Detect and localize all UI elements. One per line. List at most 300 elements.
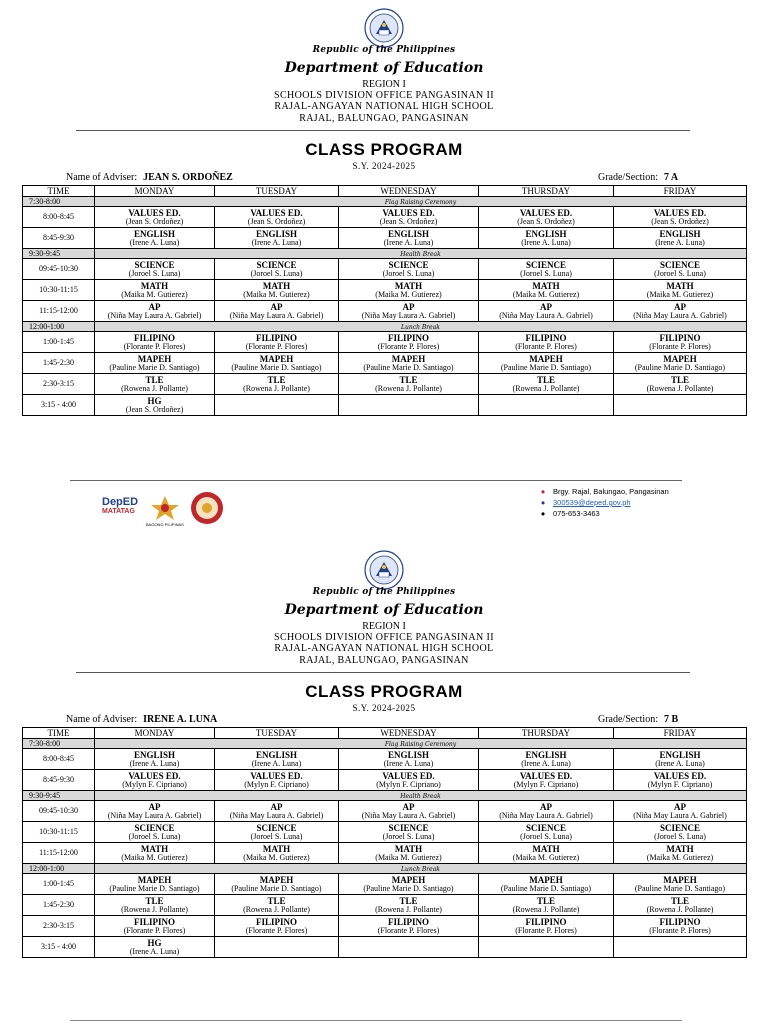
- schedule-cell: [215, 749, 339, 770]
- schedule-cell: [339, 207, 479, 228]
- school-address: RAJAL, BALUNGAO, PANGASINAN: [299, 655, 469, 666]
- location-pin-icon: ●: [540, 487, 546, 496]
- grade-label: Grade/Section:: [598, 172, 658, 183]
- subject-name: VALUES ED.: [519, 207, 573, 218]
- subject-name: MAPEH: [391, 874, 426, 885]
- subject-name: AP: [540, 301, 552, 312]
- schedule-cell: [614, 228, 747, 249]
- teacher-name: (Irene A. Luna): [129, 758, 180, 768]
- break-label: Lunch Break: [401, 323, 440, 331]
- adviser-label: Name of Adviser:: [66, 714, 138, 725]
- schedule-cell: [95, 843, 215, 864]
- region-label: REGION I: [362, 79, 406, 90]
- subject-name: TLE: [670, 895, 689, 906]
- schedule-cell: [215, 822, 339, 843]
- subject-name: TLE: [670, 374, 689, 385]
- schedule-cell: [339, 395, 479, 416]
- subject-name: TLE: [536, 374, 555, 385]
- break-row: [23, 864, 747, 874]
- schedule-cell: [614, 895, 747, 916]
- schedule-cell: [215, 395, 339, 416]
- school-seal-icon: [190, 491, 224, 525]
- subject-name: FILIPINO: [255, 916, 297, 927]
- teacher-name: (Joroel S. Luna): [382, 831, 435, 841]
- subject-name: SCIENCE: [134, 259, 175, 270]
- schedule-cell: [614, 801, 747, 822]
- subject-name: TLE: [399, 374, 418, 385]
- time-cell: 09:45-10:30: [23, 801, 95, 822]
- bagong-pilipinas-text: BAGONG PILIPINAS: [146, 522, 184, 527]
- schedule-table: [22, 727, 747, 958]
- teacher-name: (Pauline Marie D. Santiago): [634, 362, 726, 372]
- subject-name: MAPEH: [259, 874, 294, 885]
- deped-logo-text: DepED: [102, 496, 139, 508]
- table-row: [23, 770, 747, 791]
- schedule-cell: [215, 937, 339, 958]
- teacher-name: (Joroel S. Luna): [128, 268, 181, 278]
- teacher-name: (Joroel S. Luna): [250, 268, 303, 278]
- column-header-monday: MONDAY: [95, 728, 215, 739]
- teacher-name: (Niña May Laura A. Gabriel): [107, 810, 202, 820]
- column-header-wednesday: WEDNESDAY: [339, 186, 479, 197]
- grade-section: 7 A: [663, 172, 679, 183]
- schedule-cell: [479, 280, 614, 301]
- page-title: CLASS PROGRAM: [305, 682, 463, 701]
- subject-name: FILIPINO: [133, 332, 175, 343]
- table-row: [23, 801, 747, 822]
- subject-name: MAPEH: [259, 353, 294, 364]
- teacher-name: (Niña May Laura A. Gabriel): [107, 310, 202, 320]
- teacher-name: (Rowena J. Pollante): [243, 383, 310, 393]
- subject-name: ENGLISH: [255, 749, 297, 760]
- teacher-name: (Rowena J. Pollante): [646, 904, 714, 914]
- subject-name: HG: [147, 937, 162, 948]
- deped-seal-icon: [364, 550, 404, 590]
- subject-name: TLE: [267, 374, 286, 385]
- schedule-cell: [215, 353, 339, 374]
- deped-matatag-logo: [102, 496, 144, 515]
- subject-name: MATH: [666, 280, 694, 291]
- schedule-cell: [614, 353, 747, 374]
- schedule-cell: [339, 770, 479, 791]
- teacher-name: (Mylyn F. Cipriano): [244, 779, 309, 789]
- schedule-cell: [215, 207, 339, 228]
- adviser-info: [66, 714, 217, 725]
- contact-info: [538, 486, 669, 519]
- table-row: [23, 937, 747, 958]
- teacher-name: (Mylyn F. Cipriano): [376, 779, 441, 789]
- time-cell: 3:15 - 4:00: [23, 937, 95, 958]
- table-row: [23, 874, 747, 895]
- time-cell: 1:45-2:30: [23, 353, 95, 374]
- schedule-cell: [614, 280, 747, 301]
- table-row: [23, 228, 747, 249]
- schedule-cell: [339, 874, 479, 895]
- teacher-name: (Rowena J. Pollante): [512, 383, 580, 393]
- school-name: RAJAL-ANGAYAN NATIONAL HIGH SCHOOL: [274, 643, 494, 654]
- subject-name: AP: [402, 301, 415, 312]
- schedule-cell: [339, 822, 479, 843]
- time-cell: 10:30-11:15: [23, 280, 95, 301]
- teacher-name: (Rowena J. Pollante): [512, 904, 580, 914]
- adviser-info: [66, 172, 233, 183]
- department-label: Department of Education: [284, 602, 484, 618]
- schedule-cell: [95, 937, 215, 958]
- subject-name: FILIPINO: [525, 916, 567, 927]
- schedule-cell: [339, 353, 479, 374]
- schedule-cell: [215, 228, 339, 249]
- teacher-name: (Irene A. Luna): [129, 237, 180, 247]
- teacher-name: (Joroel S. Luna): [654, 831, 706, 841]
- teacher-name: (Florante P. Flores): [649, 341, 711, 351]
- time-cell: 11:15-12:00: [23, 843, 95, 864]
- subject-name: HG: [147, 395, 162, 406]
- table-row: [23, 895, 747, 916]
- adviser-name: JEAN S. ORDOÑEZ: [143, 172, 233, 183]
- schedule-cell: [95, 259, 215, 280]
- subject-name: MAPEH: [137, 874, 172, 885]
- time-cell: 1:45-2:30: [23, 895, 95, 916]
- teacher-name: (Maika M. Gutierez): [375, 289, 442, 299]
- time-cell: 1:00-1:45: [23, 332, 95, 353]
- schedule-cell: [479, 916, 614, 937]
- schedule-cell: [95, 874, 215, 895]
- subject-name: FILIPINO: [525, 332, 567, 343]
- email-icon: ●: [540, 498, 546, 507]
- table-row: [23, 353, 747, 374]
- schedule-cell: [215, 801, 339, 822]
- teacher-name: (Maika M. Gutierez): [121, 852, 188, 862]
- break-label: Health Break: [400, 250, 441, 258]
- subject-name: SCIENCE: [134, 822, 175, 833]
- schedule-header-row: [23, 186, 747, 197]
- grade-section: 7 B: [663, 714, 679, 725]
- break-label: Lunch Break: [401, 865, 440, 873]
- subject-name: VALUES ED.: [128, 770, 181, 781]
- teacher-name: (Florante P. Flores): [515, 925, 577, 935]
- teacher-name: (Niña May Laura A. Gabriel): [499, 310, 593, 320]
- schedule-cell: [614, 259, 747, 280]
- schedule-cell: [614, 749, 747, 770]
- teacher-name: (Mylyn F. Cipriano): [122, 779, 187, 789]
- subject-name: VALUES ED.: [250, 207, 303, 218]
- teacher-name: (Irene A. Luna): [383, 758, 434, 768]
- subject-name: FILIPINO: [659, 332, 701, 343]
- schedule-cell: [339, 937, 479, 958]
- teacher-name: (Rowena J. Pollante): [375, 904, 442, 914]
- schedule-cell: [95, 374, 215, 395]
- schedule-cell: [614, 332, 747, 353]
- schedule-cell: [339, 895, 479, 916]
- schedule-cell: [614, 916, 747, 937]
- schedule-cell: [215, 280, 339, 301]
- subject-name: FILIPINO: [255, 332, 297, 343]
- subject-name: VALUES ED.: [382, 207, 435, 218]
- location-text: Brgy. Rajal, Balungao, Pangasinan: [553, 487, 669, 496]
- teacher-name: (Florante P. Flores): [123, 341, 186, 351]
- subject-name: TLE: [267, 895, 286, 906]
- subject-name: ENGLISH: [387, 228, 429, 239]
- column-header-time: TIME: [23, 186, 95, 197]
- schedule-cell: [95, 353, 215, 374]
- subject-name: SCIENCE: [256, 822, 297, 833]
- subject-name: SCIENCE: [388, 259, 429, 270]
- schedule-header-row: [23, 728, 747, 739]
- teacher-name: (Mylyn F. Cipriano): [513, 779, 579, 789]
- teacher-name: (Jean S. Ordoñez): [379, 216, 438, 226]
- subject-name: MAPEH: [137, 353, 172, 364]
- teacher-name: (Maika M. Gutierez): [512, 289, 580, 299]
- subject-name: SCIENCE: [525, 259, 566, 270]
- subject-name: ENGLISH: [659, 749, 701, 760]
- grade-section-info: [598, 714, 678, 725]
- subject-name: SCIENCE: [659, 259, 700, 270]
- time-cell: 12:00-1:00: [23, 322, 95, 332]
- table-row: [23, 822, 747, 843]
- subject-name: MATH: [394, 280, 423, 291]
- break-cell: [95, 739, 747, 749]
- school-year: S.Y. 2024-2025: [352, 703, 416, 713]
- subject-name: ENGLISH: [387, 749, 429, 760]
- subject-name: AP: [270, 801, 283, 812]
- grade-section-info: [598, 172, 678, 183]
- schedule-cell: [215, 895, 339, 916]
- subject-name: ENGLISH: [133, 228, 175, 239]
- table-row: [23, 301, 747, 322]
- schedule-cell: [479, 332, 614, 353]
- break-cell: [95, 864, 747, 874]
- schedule-cell: [479, 259, 614, 280]
- teacher-name: (Maika M. Gutierez): [243, 852, 310, 862]
- teacher-name: (Niña May Laura A. Gabriel): [229, 810, 324, 820]
- teacher-name: (Irene A. Luna): [521, 758, 571, 768]
- schedule-cell: [479, 301, 614, 322]
- subject-name: FILIPINO: [387, 916, 429, 927]
- time-cell: 3:15 - 4:00: [23, 395, 95, 416]
- subject-name: AP: [674, 801, 686, 812]
- teacher-name: (Pauline Marie D. Santiago): [231, 883, 322, 893]
- adviser-name: IRENE A. LUNA: [143, 714, 218, 725]
- schedule-cell: [339, 916, 479, 937]
- break-row: [23, 322, 747, 332]
- teacher-name: (Joroel S. Luna): [520, 268, 572, 278]
- teacher-name: (Rowena J. Pollante): [121, 383, 188, 393]
- schedule-cell: [95, 801, 215, 822]
- schedule-cell: [339, 301, 479, 322]
- schedule-cell: [479, 353, 614, 374]
- school-address: RAJAL, BALUNGAO, PANGASINAN: [299, 113, 469, 124]
- location-row: [538, 486, 669, 497]
- subject-name: MATH: [262, 843, 291, 854]
- break-row: [23, 739, 747, 749]
- schedule-cell: [479, 749, 614, 770]
- time-cell: 11:15-12:00: [23, 301, 95, 322]
- teacher-name: (Florante P. Flores): [377, 341, 440, 351]
- schedule-cell: [479, 801, 614, 822]
- subject-name: AP: [270, 301, 283, 312]
- teacher-name: (Irene A. Luna): [251, 758, 302, 768]
- table-row: [23, 395, 747, 416]
- schedule-cell: [215, 374, 339, 395]
- time-cell: 2:30-3:15: [23, 374, 95, 395]
- teacher-name: (Maika M. Gutierez): [375, 852, 442, 862]
- column-header-thursday: THURSDAY: [479, 728, 614, 739]
- subject-name: FILIPINO: [387, 332, 429, 343]
- teacher-name: (Irene A. Luna): [251, 237, 302, 247]
- teacher-name: (Joroel S. Luna): [128, 831, 181, 841]
- schedule-cell: [95, 301, 215, 322]
- schedule-cell: [479, 374, 614, 395]
- teacher-name: (Maika M. Gutierez): [512, 852, 580, 862]
- schedule-cell: [339, 374, 479, 395]
- column-header-friday: FRIDAY: [614, 186, 747, 197]
- teacher-name: (Florante P. Flores): [245, 925, 308, 935]
- republic-label: Republic of the Philippines: [312, 587, 456, 597]
- schedule-cell: [95, 749, 215, 770]
- table-row: [23, 843, 747, 864]
- time-cell: 8:00-8:45: [23, 207, 95, 228]
- schedule-cell: [479, 843, 614, 864]
- schedule-cell: [339, 228, 479, 249]
- deped-seal-icon: [364, 8, 404, 48]
- division-label: SCHOOLS DIVISION OFFICE PANGASINAN II: [273, 632, 494, 643]
- schedule-cell: [479, 895, 614, 916]
- schedule-cell: [479, 874, 614, 895]
- schedule-cell: [339, 280, 479, 301]
- schedule-cell: [479, 822, 614, 843]
- subject-name: SCIENCE: [256, 259, 297, 270]
- page-7a: [0, 0, 768, 440]
- subject-name: TLE: [536, 895, 555, 906]
- schedule-cell: [479, 207, 614, 228]
- time-cell: 7:30-8:00: [23, 739, 95, 749]
- column-header-wednesday: WEDNESDAY: [339, 728, 479, 739]
- teacher-name: (Jean S. Ordoñez): [517, 216, 575, 226]
- column-header-friday: FRIDAY: [614, 728, 747, 739]
- phone-icon: ●: [540, 509, 546, 518]
- schedule-cell: [339, 259, 479, 280]
- subject-name: TLE: [145, 374, 164, 385]
- schedule-table: [22, 185, 747, 416]
- subject-name: TLE: [399, 895, 418, 906]
- break-row: [23, 791, 747, 801]
- school-name: RAJAL-ANGAYAN NATIONAL HIGH SCHOOL: [274, 101, 494, 112]
- schedule-cell: [339, 332, 479, 353]
- teacher-name: (Pauline Marie D. Santiago): [231, 362, 322, 372]
- schedule-cell: [215, 301, 339, 322]
- schedule-cell: [479, 770, 614, 791]
- schedule-cell: [479, 937, 614, 958]
- subject-name: FILIPINO: [659, 916, 701, 927]
- teacher-name: (Florante P. Flores): [649, 925, 711, 935]
- teacher-name: (Jean S. Ordoñez): [247, 216, 306, 226]
- column-header-time: TIME: [23, 728, 95, 739]
- column-header-tuesday: TUESDAY: [215, 186, 339, 197]
- subject-name: VALUES ED.: [250, 770, 303, 781]
- schedule-cell: [215, 916, 339, 937]
- subject-name: AP: [540, 801, 552, 812]
- schedule-cell: [614, 770, 747, 791]
- subject-name: VALUES ED.: [128, 207, 181, 218]
- subject-name: FILIPINO: [133, 916, 175, 927]
- schedule-cell: [614, 874, 747, 895]
- schedule-cell: [95, 207, 215, 228]
- republic-label: Republic of the Philippines: [312, 45, 456, 55]
- teacher-name: (Niña May Laura A. Gabriel): [229, 310, 324, 320]
- subject-name: AP: [148, 801, 161, 812]
- schedule-cell: [215, 770, 339, 791]
- teacher-name: (Florante P. Flores): [245, 341, 308, 351]
- teacher-name: (Niña May Laura A. Gabriel): [633, 810, 727, 820]
- schedule-cell: [339, 843, 479, 864]
- subject-name: ENGLISH: [659, 228, 701, 239]
- subject-name: MATH: [532, 280, 560, 291]
- break-cell: [95, 791, 747, 801]
- subject-name: SCIENCE: [659, 822, 700, 833]
- time-cell: 10:30-11:15: [23, 822, 95, 843]
- subject-name: VALUES ED.: [653, 770, 707, 781]
- teacher-name: (Pauline Marie D. Santiago): [363, 883, 454, 893]
- subject-name: MAPEH: [663, 353, 697, 364]
- teacher-name: (Irene A. Luna): [129, 946, 180, 956]
- schedule-cell: [95, 895, 215, 916]
- email-link[interactable]: 300539@deped.gov.ph: [553, 498, 631, 507]
- subject-name: TLE: [145, 895, 164, 906]
- subject-name: ENGLISH: [133, 749, 175, 760]
- schedule-cell: [614, 301, 747, 322]
- time-cell: 7:30-8:00: [23, 197, 95, 207]
- schedule-cell: [95, 770, 215, 791]
- teacher-name: (Joroel S. Luna): [382, 268, 435, 278]
- table-row: [23, 374, 747, 395]
- table-row: [23, 749, 747, 770]
- schedule-cell: [215, 332, 339, 353]
- teacher-name: (Rowena J. Pollante): [243, 904, 310, 914]
- table-row: [23, 207, 747, 228]
- email-row: [538, 497, 669, 508]
- schedule-cell: [215, 259, 339, 280]
- subject-name: AP: [402, 801, 415, 812]
- schedule-cell: [614, 843, 747, 864]
- time-cell: 9:30-9:45: [23, 249, 95, 259]
- bottom-divider: [70, 1020, 682, 1021]
- teacher-name: (Mylyn F. Cipriano): [647, 779, 713, 789]
- teacher-name: (Rowena J. Pollante): [121, 904, 188, 914]
- schedule-cell: [614, 395, 747, 416]
- teacher-name: (Pauline Marie D. Santiago): [109, 362, 200, 372]
- schedule-cell: [614, 937, 747, 958]
- column-header-thursday: THURSDAY: [479, 186, 614, 197]
- department-label: Department of Education: [284, 60, 484, 76]
- teacher-name: (Jean S. Ordoñez): [125, 216, 184, 226]
- schedule-cell: [614, 207, 747, 228]
- subject-name: VALUES ED.: [382, 770, 435, 781]
- header-divider: [76, 672, 690, 673]
- break-cell: [95, 249, 747, 259]
- schedule-cell: [95, 332, 215, 353]
- matatag-logo-text: MATATAG: [102, 508, 135, 515]
- page-title: CLASS PROGRAM: [305, 140, 463, 159]
- schedule-cell: [479, 395, 614, 416]
- adviser-label: Name of Adviser:: [66, 172, 138, 183]
- break-label: Flag Raising Ceremony: [384, 198, 457, 206]
- header-divider: [76, 130, 690, 131]
- break-row: [23, 197, 747, 207]
- teacher-name: (Niña May Laura A. Gabriel): [361, 810, 456, 820]
- phone-text: 075-653-3463: [553, 509, 600, 518]
- division-label: SCHOOLS DIVISION OFFICE PANGASINAN II: [273, 90, 494, 101]
- time-cell: 9:30-9:45: [23, 791, 95, 801]
